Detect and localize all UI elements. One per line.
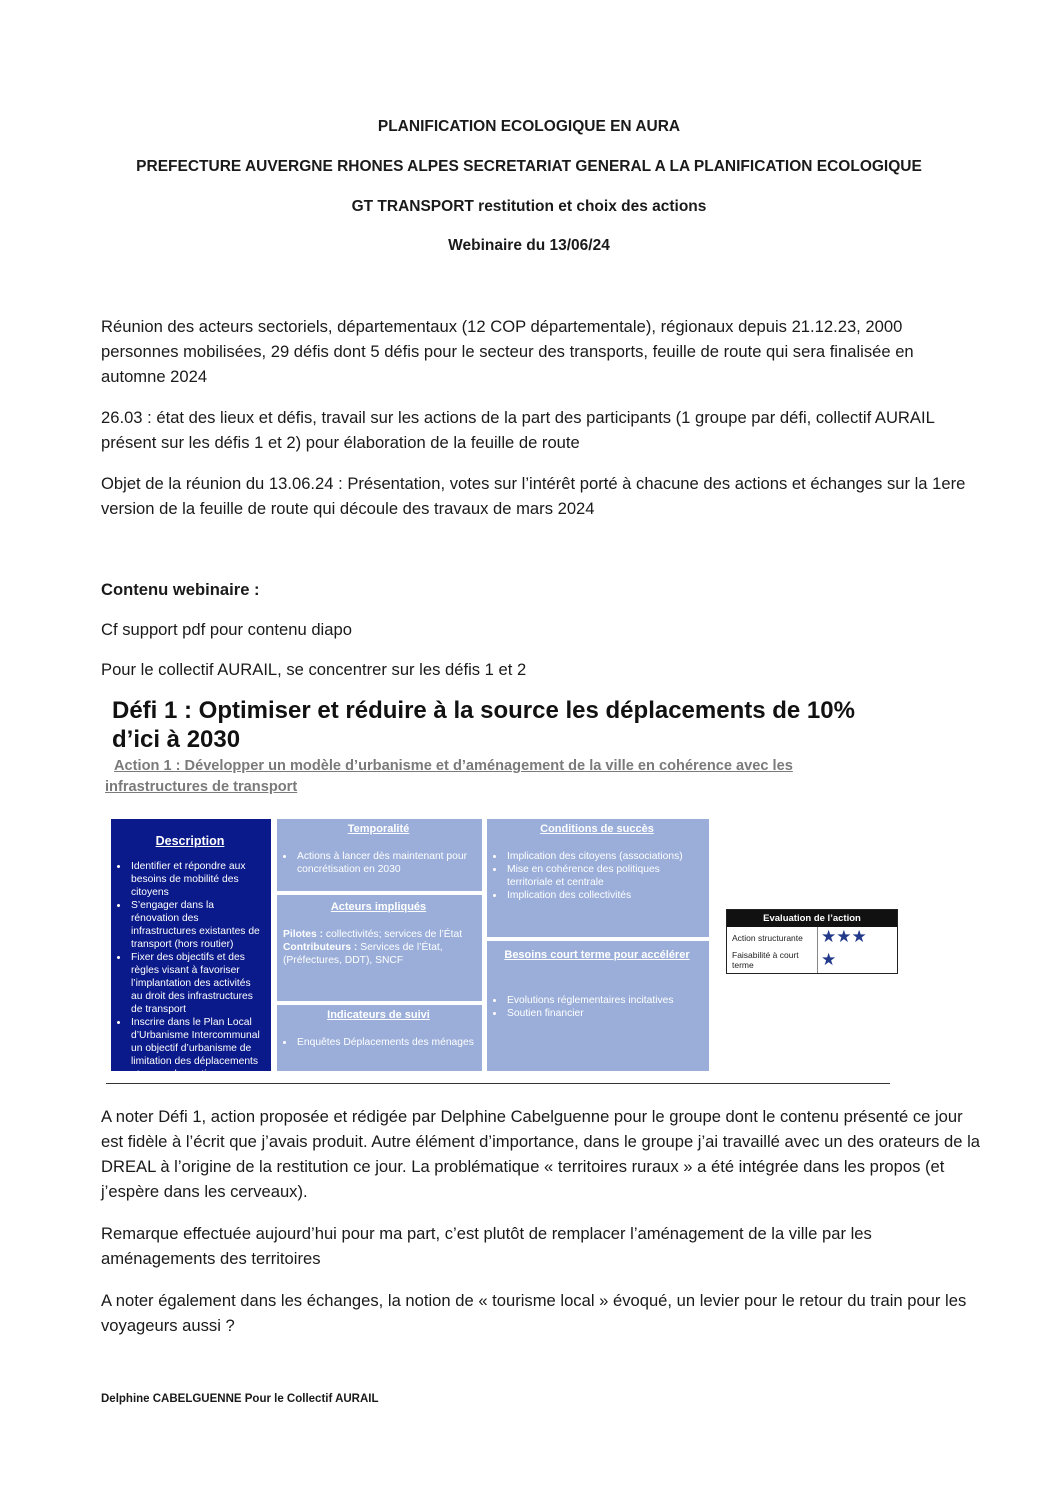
evaluation-label: Faisabilité à court terme — [732, 950, 799, 970]
temporalite-item: • Actions à lancer dès maintenant pour concrétisation en 2030 — [295, 850, 474, 876]
pilotes-label: Pilotes : — [283, 929, 326, 940]
acteurs-contributeurs — [283, 941, 474, 967]
acteurs-box — [277, 895, 482, 1001]
conditions-item: • Implication des collectivités — [505, 889, 701, 902]
header-prefecture: PREFECTURE AUVERGNE RHONES ALPES SECRETARIAT GENERAL A LA PLANIFICATION ECOLOGIQUE — [136, 158, 922, 175]
content-heading: Contenu webinaire : — [101, 580, 260, 599]
header-title: PLANIFICATION ECOLOGIQUE EN AURA — [377, 118, 681, 135]
content-paragraph-1: Cf support pdf pour contenu diapo — [101, 620, 352, 639]
indicateurs-title: Indicateurs de suivi — [327, 1009, 430, 1021]
description-item: • Inscrire dans le Plan Local d’Urbanisme Intercommunal un objectif d’urbanisme de limitation des déplacements et mener les actions — [129, 1016, 263, 1081]
description-item: • S’engager dans la rénovation des infrastructures existantes de transport (hors routier) — [129, 899, 263, 951]
temporalite-list — [283, 850, 474, 876]
besoins-item: • Evolutions réglementaires incitatives — [505, 994, 701, 1007]
evaluation-row-faisabilite — [727, 949, 897, 973]
besoins-item: • Soutien financier — [505, 1007, 701, 1020]
footer-author: Delphine CABELGUENNE Pour le Collectif AURAIL — [101, 1393, 379, 1405]
indicateurs-item: • Enquêtes Déplacements des ménages — [295, 1036, 474, 1049]
conditions-item: • Mise en cohérence des politiques territoriale et centrale — [505, 863, 701, 889]
slide-bottom-rule — [106, 1083, 890, 1084]
slide-action-subtitle — [105, 756, 895, 798]
conditions-list — [493, 850, 701, 902]
description-item: • Fixer des objectifs et des règles visant à favoriser l’implantation des activités au droit des infrastructures de transport — [129, 951, 263, 1016]
acteurs-pilotes — [283, 928, 474, 941]
evaluation-label: Action structurante — [732, 933, 803, 943]
conditions-title: Conditions de succès — [540, 823, 654, 835]
evaluation-row-structurante — [727, 927, 897, 948]
besoins-title: Besoins court terme pour accélérer — [504, 949, 690, 961]
temporalite-box — [277, 819, 482, 891]
header-webinar-date: Webinaire du 13/06/24 — [448, 237, 610, 254]
contributeurs-label: Contributeurs : — [283, 942, 361, 953]
notes-paragraph-2: Remarque effectuée aujourd’hui pour ma part, c’est plutôt de remplacer l’aménagement de la ville par les aménagements des territoires — [101, 1224, 872, 1268]
slide-action-text: Action 1 : Développer un modèle d’urbanisme et d’aménagement de la ville en cohérence avec les infrastructures de transport — [105, 758, 793, 795]
besoins-list — [493, 994, 701, 1020]
contributeurs-text: Services de l’État, (Préfectures, DDT), SNCF — [283, 942, 443, 966]
notes-paragraph-3: A noter également dans les échanges, la notion de « tourisme local » évoqué, un levier pour le retour du train pour les voyageurs aussi ? — [101, 1291, 967, 1335]
description-item: • Identifier et répondre aux besoins de mobilité des citoyens — [129, 860, 263, 899]
besoins-box — [487, 941, 709, 1071]
description-box — [111, 819, 271, 1080]
pilotes-text: collectivités; services de l’État — [325, 929, 463, 940]
acteurs-title: Acteurs impliqués — [330, 901, 427, 913]
conditions-box — [487, 819, 709, 937]
star-rating-icon: ★ — [821, 950, 837, 969]
evaluation-table — [726, 909, 898, 974]
description-list — [117, 860, 263, 1081]
indicateurs-box — [277, 1005, 482, 1071]
conditions-item: • Implication des citoyens (associations) — [505, 850, 701, 863]
content-paragraph-2: Pour le collectif AURAIL, se concentrer sur les défis 1 et 2 — [101, 660, 527, 679]
notes-paragraph-1: A noter Défi 1, action proposée et rédigée par Delphine Cabelguenne pour le groupe dont le contenu présenté ce jour est fidèle à l’écrit que j’avais produit. Autre élément d’importance, dans le groupe j’ai travaillé avec un des orateurs de la DREAL à l’origine de la restitution ce jour. La problématique « territoires ruraux » a été intégrée dans les propos (et j’espère dans les cerveaux). — [101, 1107, 981, 1201]
slide-title: Défi 1 : Optimiser et réduire à la source les déplacements de 10% d’ici à 2030 — [112, 697, 855, 753]
description-title: Description — [155, 834, 225, 848]
header-gt-transport: GT TRANSPORT restitution et choix des actions — [351, 198, 707, 215]
intro-paragraph-3: Objet de la réunion du 13.06.24 : Présentation, votes sur l’intérêt porté à chacune des actions et échanges sur la 1ere version de la feuille de route qui découle des travaux de mars 2024 — [101, 474, 966, 518]
temporalite-title: Temporalité — [347, 823, 410, 835]
indicateurs-list — [283, 1036, 474, 1049]
intro-paragraph-2: 26.03 : état des lieux et défis, travail sur les actions de la part des participants (1 groupe par défi, collectif AURAIL présent sur les défis 1 et 2) pour élaboration de la feuille de route — [101, 408, 935, 452]
evaluation-title: Evaluation de l’action — [727, 910, 897, 927]
star-rating-icon: ★★★ — [821, 927, 867, 946]
slide-defi-1 — [100, 690, 900, 1090]
intro-paragraph-1: Réunion des acteurs sectoriels, départementaux (12 COP départementale), régionaux depuis 21.12.23, 2000 personnes mobilisées, 29 défis dont 5 défis pour le secteur des transports, feuille de route qui sera finalisée en automne 2024 — [101, 317, 914, 386]
